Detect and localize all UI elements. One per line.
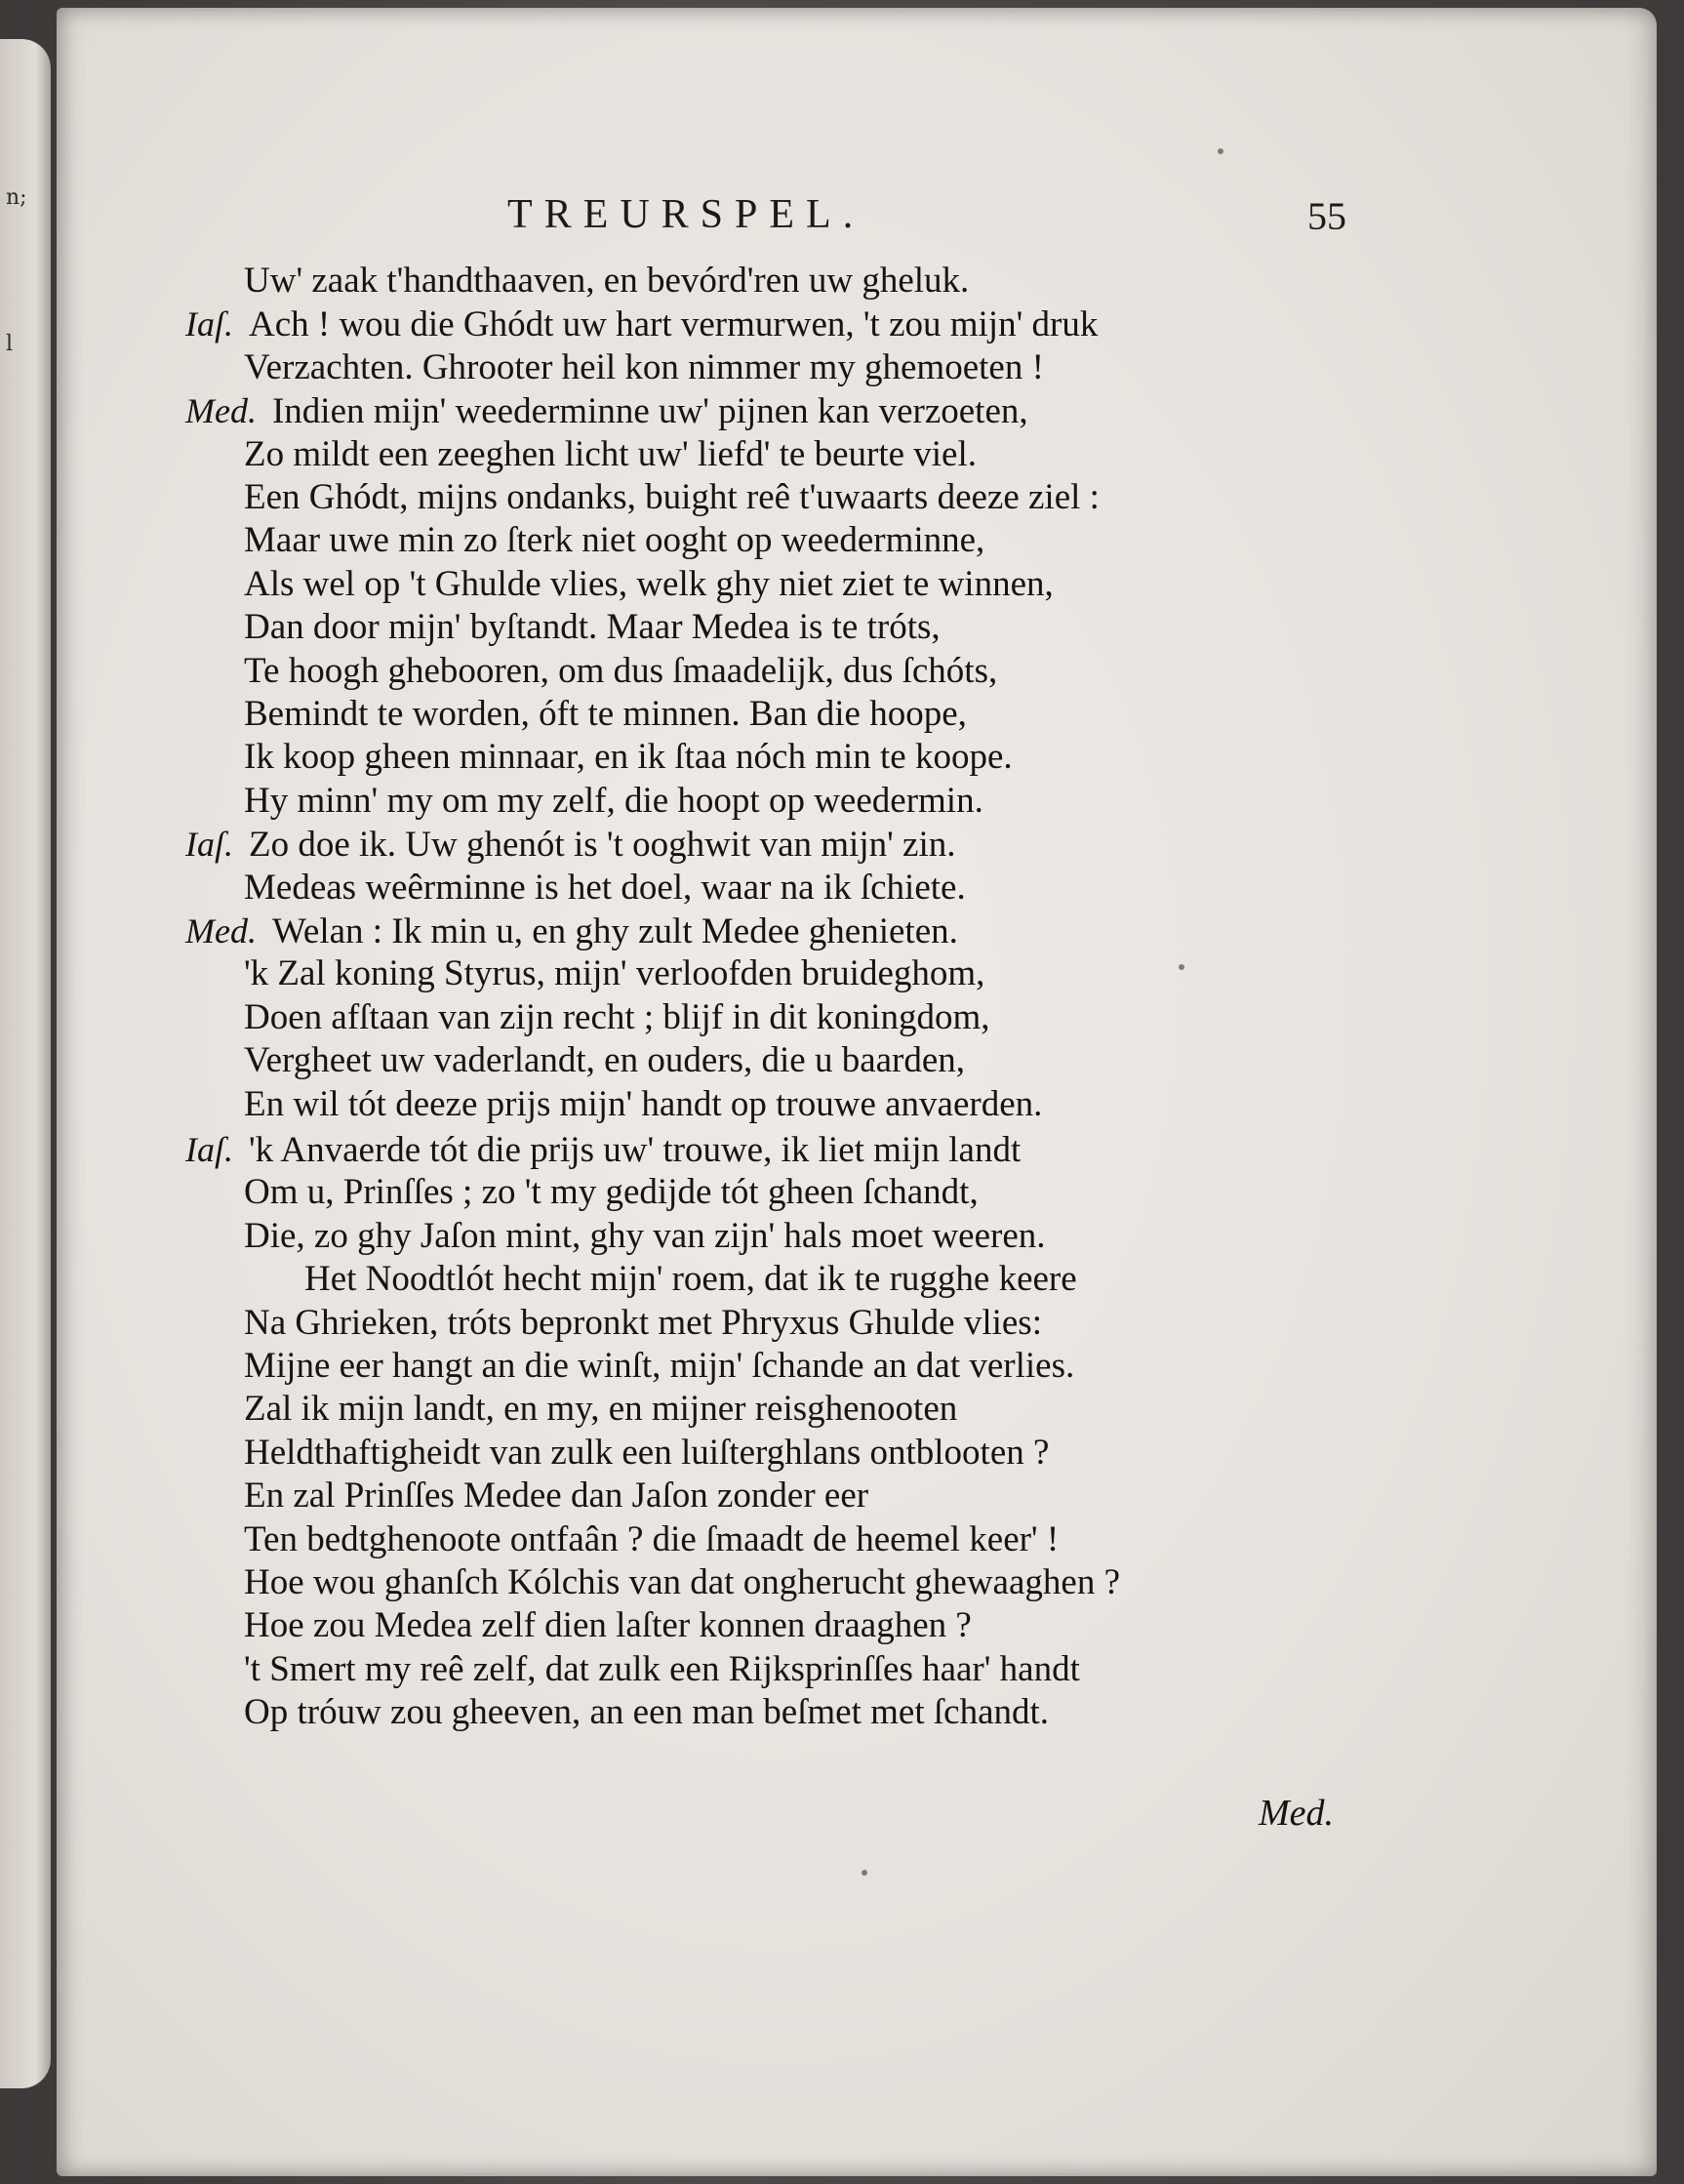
verse-line-text: En wil tót deeze prijs mijn' handt op trouwe anvaerden. — [244, 1083, 1043, 1124]
verse-line — [244, 867, 966, 910]
verse-line — [244, 1215, 1046, 1258]
verse-line-text: Medeas weêrminne is het doel, waar na ik ſchiete. — [244, 867, 966, 908]
verse-line-text: Heldthaftigheidt van zulk een luiſterghlans ontblooten ? — [244, 1432, 1050, 1473]
verse-line-text: Na Ghrieken, tróts bepronkt met Phryxus Ghulde vlies: — [244, 1302, 1042, 1343]
verse-line — [244, 1171, 979, 1214]
verse-line-text: 'k Zal koning Styrus, mijn' verloofden bruideghom, — [244, 953, 985, 994]
verse-line — [185, 910, 958, 953]
paper-speck — [1218, 148, 1223, 154]
verse-line — [244, 1039, 965, 1082]
verse-line-text: Uw' zaak t'handthaaven, en bevórd'ren uw gheluk. — [244, 261, 970, 301]
verse-line-text: Zo mildt een zeeghen licht uw' liefd' te beurte viel. — [244, 433, 978, 474]
verse-line — [244, 736, 1013, 779]
verse-line — [244, 952, 984, 995]
verse-line — [244, 346, 1044, 389]
verse-line-text: Hoe wou ghanſch Kólchis van dat ongherucht ghewaaghen ? — [244, 1562, 1120, 1602]
verse-line — [185, 1128, 1021, 1172]
verse-line — [244, 1518, 1059, 1561]
verse-line — [244, 1345, 1074, 1388]
verse-line — [185, 303, 1098, 346]
speaker-label: Iaſ. — [185, 304, 233, 344]
verse-line-text: Maar uwe min zo ſterk niet ooght op weederminne, — [244, 520, 985, 561]
running-head: TREURSPEL. — [507, 192, 865, 237]
verse-line — [244, 1604, 972, 1647]
verse-line — [244, 1388, 957, 1431]
verse-line — [244, 563, 1054, 606]
verse-line-text: 't Smert my reê zelf, dat zulk een Rijksprinſſes haar' handt — [244, 1648, 1080, 1689]
verse-line-text: Het Noodtlót hecht mijn' roem, dat ik te rugghe keere — [304, 1259, 1077, 1300]
verse-line-text: Ten bedtghenoote ontfaân ? die ſmaadt de heemel keer' ! — [244, 1518, 1060, 1559]
verse-line — [244, 476, 1100, 519]
verse-line — [185, 389, 1028, 433]
verse-line-text: Verzachten. Ghrooter heil kon nimmer my ghemoeten ! — [244, 346, 1044, 387]
verse-line-text: Om u, Prinſſes ; zo 't my gedijde tót gheen ſchandt, — [244, 1172, 979, 1213]
catchword: Med. — [1259, 1793, 1335, 1834]
verse-line-text: Mijne eer hangt an die winſt, mijn' ſchande an dat verlies. — [244, 1346, 1075, 1386]
verse-line-text: Doen afſtaan van zijn recht ; blijf in dit koningdom, — [244, 996, 990, 1037]
verse-line-text: Indien mijn' weederminne uw' pijnen kan verzoeten, — [271, 391, 1028, 432]
verse-line — [244, 1302, 1042, 1345]
verse-line — [244, 650, 997, 693]
verse-line-text: Welan : Ik min u, en ghy zult Medee ghenieten. — [271, 911, 958, 951]
verse-line-text: Op tróuw zou gheeven, an een man beſmet met ſchandt. — [244, 1692, 1050, 1733]
page-number: 55 — [1307, 194, 1346, 238]
verse-line — [244, 1083, 1042, 1126]
speaker-label: Med. — [185, 391, 257, 431]
verse-line-text: En zal Prinſſes Medee dan Jaſon zonder eer — [244, 1476, 869, 1517]
verse-line — [244, 260, 969, 303]
verse-line — [244, 1475, 868, 1517]
verse-line — [244, 1432, 1049, 1475]
verse-line — [244, 606, 941, 649]
speaker-label: Med. — [185, 911, 257, 950]
show-through-text — [1266, 183, 1588, 1881]
left-page-edge — [0, 39, 51, 2088]
paper-speck — [1179, 964, 1184, 970]
verse-line — [304, 1258, 1077, 1301]
verse-line — [244, 1648, 1080, 1691]
verse-line-text: Ach ! wou die Ghódt uw hart vermurwen, 't zou mijn' druk — [249, 304, 1099, 345]
left-margin-mark: l — [6, 332, 14, 356]
verse-line-text: Dan door mijn' byſtandt. Maar Medea is te tróts, — [244, 607, 941, 648]
verse-line — [244, 693, 967, 736]
verse-line-text: Hoe zou Medea zelf dien laſter konnen draaghen ? — [244, 1605, 972, 1646]
verse-line-text: Zal ik mijn landt, en my, en mijner reisghenooten — [244, 1389, 958, 1430]
verse-line-text: Te hoogh ghebooren, om dus ſmaadelijk, dus ſchóts, — [244, 650, 998, 691]
paper-speck — [862, 1870, 867, 1876]
verse-line-text: 'k Anvaerde tót die prijs uw' trouwe, ik liet mijn landt — [249, 1130, 1022, 1170]
verse-line — [185, 823, 955, 867]
verse-line — [244, 780, 983, 823]
verse-line — [244, 1691, 1049, 1734]
verse-line — [244, 1561, 1120, 1604]
verse-line-text: Vergheet uw vaderlandt, en ouders, die u baarden, — [244, 1040, 966, 1081]
verse-line — [244, 433, 977, 476]
verse-line — [244, 996, 989, 1039]
verse-line-text: Hy minn' my om my zelf, die hoopt op weedermin. — [244, 780, 983, 821]
speaker-label: Iaſ. — [185, 1130, 233, 1169]
verse-line-text: Die, zo ghy Jaſon mint, ghy van zijn' hals moet weeren. — [244, 1215, 1046, 1256]
verse-line-text: Als wel op 't Ghulde vlies, welk ghy niet ziet te winnen, — [244, 563, 1054, 604]
verse-line-text: Bemindt te worden, óft te minnen. Ban die hoope, — [244, 694, 967, 734]
verse-line-text: Ik koop gheen minnaar, en ik ſtaa nóch min te koope. — [244, 737, 1013, 778]
verse-line-text: Een Ghódt, mijns ondanks, buight reê t'uwaarts deeze ziel : — [244, 477, 1100, 517]
left-margin-mark: n; — [6, 185, 27, 210]
speaker-label: Iaſ. — [185, 825, 233, 865]
verse-line-text: Zo doe ik. Uw ghenót is 't ooghwit van mijn' zin. — [249, 825, 956, 866]
verse-line — [244, 519, 984, 562]
